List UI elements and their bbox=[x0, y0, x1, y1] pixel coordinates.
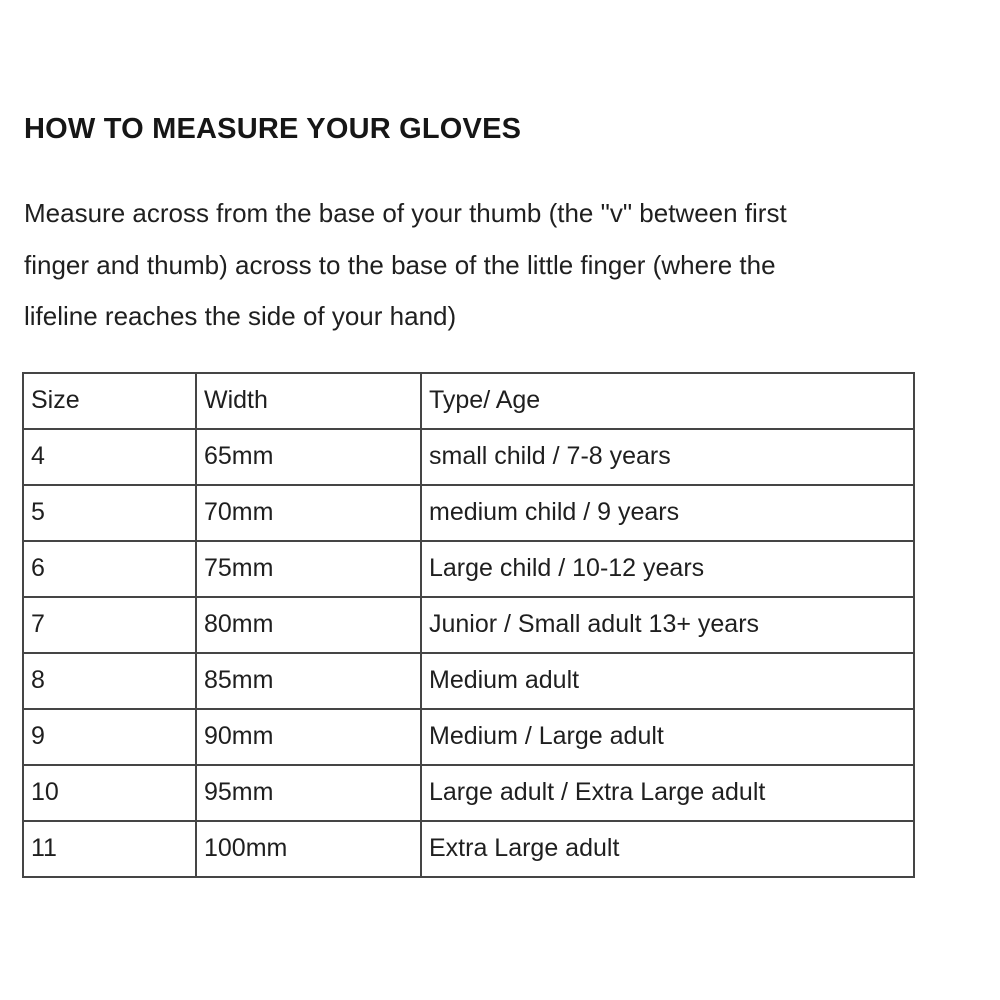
table-header bbox=[23, 373, 914, 429]
measure-instructions bbox=[24, 188, 976, 343]
instruction-line: Measure across from the base of your thumb (the "v" between first bbox=[24, 198, 787, 228]
table-cell: Extra Large adult bbox=[421, 821, 914, 877]
table-row bbox=[23, 821, 914, 877]
column-header: Width bbox=[196, 373, 421, 429]
table-cell: 95mm bbox=[196, 765, 421, 821]
table-cell: Junior / Small adult 13+ years bbox=[421, 597, 914, 653]
table-row bbox=[23, 597, 914, 653]
table-cell: 90mm bbox=[196, 709, 421, 765]
table-cell: 10 bbox=[23, 765, 196, 821]
table-body bbox=[23, 429, 914, 877]
table-cell: small child / 7-8 years bbox=[421, 429, 914, 485]
table-cell: medium child / 9 years bbox=[421, 485, 914, 541]
table-cell: 75mm bbox=[196, 541, 421, 597]
table-cell: 4 bbox=[23, 429, 196, 485]
table-cell: 7 bbox=[23, 597, 196, 653]
page-title: HOW TO MEASURE YOUR GLOVES bbox=[24, 113, 522, 145]
table-cell: 8 bbox=[23, 653, 196, 709]
table-cell: 5 bbox=[23, 485, 196, 541]
table-row bbox=[23, 485, 914, 541]
table-row bbox=[23, 429, 914, 485]
table-row bbox=[23, 653, 914, 709]
table-row bbox=[23, 765, 914, 821]
table-cell: Large child / 10-12 years bbox=[421, 541, 914, 597]
table-cell: Medium / Large adult bbox=[421, 709, 914, 765]
table-cell: 9 bbox=[23, 709, 196, 765]
table-cell: 6 bbox=[23, 541, 196, 597]
table-cell: 65mm bbox=[196, 429, 421, 485]
instruction-line: lifeline reaches the side of your hand) bbox=[24, 301, 457, 331]
column-header: Size bbox=[23, 373, 196, 429]
table-row bbox=[23, 709, 914, 765]
table-cell: Large adult / Extra Large adult bbox=[421, 765, 914, 821]
table-cell: 100mm bbox=[196, 821, 421, 877]
table-cell: 11 bbox=[23, 821, 196, 877]
table-cell: Medium adult bbox=[421, 653, 914, 709]
table-row bbox=[23, 541, 914, 597]
table-header-row bbox=[23, 373, 914, 429]
column-header: Type/ Age bbox=[421, 373, 914, 429]
glove-size-table bbox=[22, 372, 915, 878]
table-cell: 85mm bbox=[196, 653, 421, 709]
instruction-line: finger and thumb) across to the base of the little finger (where the bbox=[24, 249, 776, 280]
table-cell: 70mm bbox=[196, 485, 421, 541]
table-cell: 80mm bbox=[196, 597, 421, 653]
